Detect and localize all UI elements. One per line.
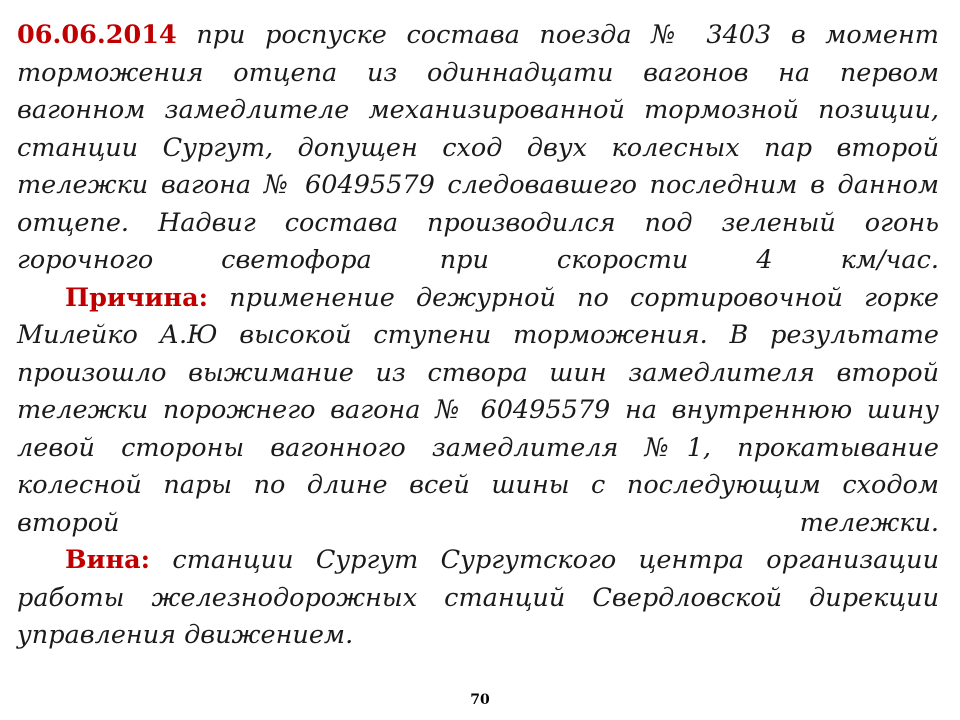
cause-paragraph xyxy=(17,280,939,543)
cause-text: применение дежурной по сортировочной горке Милейко А.Ю высокой ступени торможения. В результате произошло выжимание из створа шин замедлителя второй тележки порожнего вагона № 60495579 на внутреннюю шину левой стороны вагонного замедлителя №1, прокатывание колесной пары по длине всей шины с последующим сходом второй тележки. xyxy=(17,282,939,538)
event-date: 06.06.2014 xyxy=(17,20,177,50)
page-number: 70 xyxy=(470,692,490,708)
document-body xyxy=(17,17,939,655)
fault-label: Вина: xyxy=(65,545,151,575)
fault-paragraph xyxy=(17,542,939,655)
fault-text: станции Сургут Сургутского центра организации работы железнодорожных станций Свердловской дирекции управления движением. xyxy=(17,545,939,650)
cause-label: Причина: xyxy=(65,282,209,313)
event-text: при роспуске состава поезда № 3403 в момент торможения отцепа из одиннадцати вагонов на первом вагонном замедлителе механизированной тормозной позиции, станции Сургут, допущен сход двух колесных пар второй тележки вагона № 60495579 следовавшего последним в данном отцепе. Надвиг состава производился под зеленый огонь горочного светофора при скорости 4 км/час. xyxy=(17,20,939,275)
event-paragraph xyxy=(17,17,939,280)
